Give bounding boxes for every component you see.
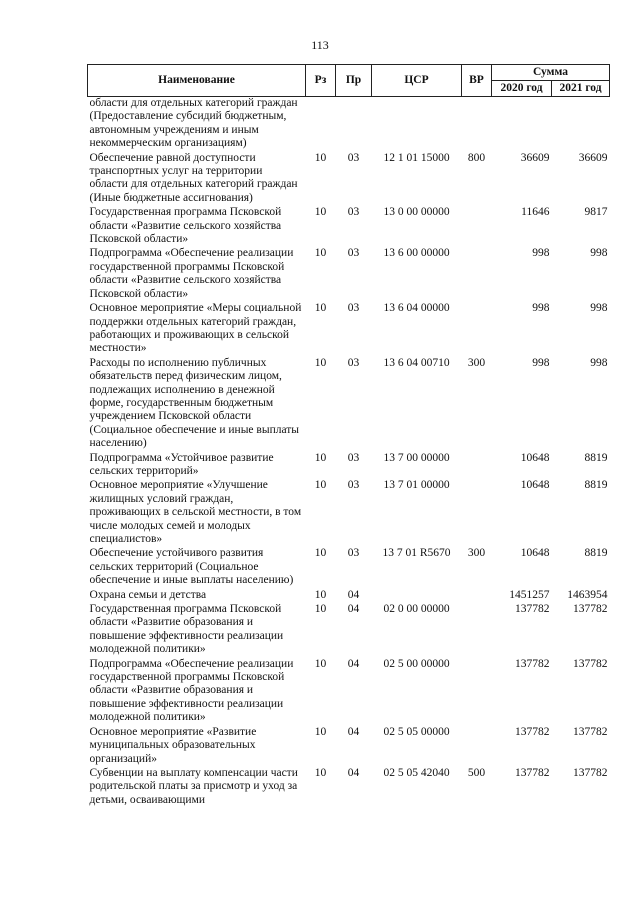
cell-csr: 13 6 00 00000 [383, 247, 450, 260]
cell-pr: 03 [347, 151, 360, 164]
table-row [88, 766, 610, 807]
cell-rz: 10 [314, 603, 327, 616]
cell-name: Охрана семьи и детства [89, 588, 207, 601]
cell-sum-2020: 137782 [515, 725, 550, 738]
header-rz: Рз [306, 65, 336, 97]
header-year-2021: 2021 год [552, 81, 610, 97]
cell-sum-2021: 137782 [573, 657, 608, 670]
header-year-2020: 2020 год [492, 81, 552, 97]
cell-rz: 10 [314, 725, 327, 738]
cell-name: Подпрограмма «Устойчивое развитие сельских территорий» [89, 451, 274, 477]
cell-name: Обеспечение равной доступности транспортных услуг на территории области для отдельных категорий граждан (Иные бюджетные ассигнования) [89, 151, 298, 204]
cell-pr: 04 [347, 588, 360, 601]
cell-vr: 300 [467, 547, 486, 560]
cell-sum-2020: 36609 [520, 151, 550, 164]
cell-sum-2020: 998 [532, 356, 550, 369]
cell-csr: 12 1 01 15000 [383, 151, 450, 164]
cell-sum-2021: 8819 [584, 547, 608, 560]
cell-sum-2020: 137782 [515, 766, 550, 779]
table-body [88, 97, 610, 808]
cell-rz [306, 97, 336, 151]
cell-sum-2020: 10648 [520, 547, 550, 560]
cell-sum-2021: 8819 [584, 479, 608, 492]
cell-rz: 10 [314, 206, 327, 219]
cell-sum-2021: 8819 [584, 451, 608, 464]
cell-csr: 13 7 00 00000 [383, 451, 450, 464]
cell-vr [462, 657, 492, 725]
cell-name: Основное мероприятие «Меры социальной поддержки отдельных категорий граждан, работающих и проживающих в сельской местности» [89, 302, 302, 355]
cell-vr [462, 246, 492, 301]
cell-vr [462, 205, 492, 246]
table-row [88, 246, 610, 301]
header-vr: ВР [462, 65, 492, 97]
cell-name: Государственная программа Псковской области «Развитие сельского хозяйства Псковской области» [89, 206, 282, 246]
cell-rz: 10 [314, 451, 327, 464]
header-pr: Пр [336, 65, 372, 97]
header-csr: ЦСР [372, 65, 462, 97]
table-row [88, 205, 610, 246]
cell-csr: 13 6 04 00710 [383, 356, 450, 369]
cell-vr [462, 478, 492, 546]
cell-rz: 10 [314, 588, 327, 601]
header-name: Наименование [88, 65, 306, 97]
cell-name: Основное мероприятие «Развитие муниципальных образовательных организаций» [89, 725, 257, 765]
table-row [88, 478, 610, 546]
cell-name: Субвенции на выплату компенсации части родительской платы за присмотр и уход за детьми, осваивающими [89, 766, 298, 806]
budget-table [87, 64, 610, 807]
table-row [88, 588, 610, 602]
cell-sum-2020: 137782 [515, 603, 550, 616]
cell-name: области для отдельных категорий граждан (Предоставление субсидий бюджетным, автономным учреждениям и иным некоммерческим организациям) [89, 97, 298, 150]
cell-sum-2021: 137782 [573, 725, 608, 738]
cell-csr: 02 5 05 00000 [383, 725, 450, 738]
cell-pr: 03 [347, 547, 360, 560]
cell-pr: 03 [347, 356, 360, 369]
cell-sum-2020: 10648 [520, 479, 550, 492]
cell-rz: 10 [314, 657, 327, 670]
cell-sum-2021: 137782 [573, 766, 608, 779]
cell-pr: 04 [347, 657, 360, 670]
cell-sum-2021: 1463954 [567, 588, 608, 601]
table-row [88, 301, 610, 356]
cell-pr: 03 [347, 479, 360, 492]
cell-vr: 800 [467, 151, 486, 164]
header-sum: Сумма [492, 65, 610, 81]
cell-csr: 13 7 01 00000 [383, 479, 450, 492]
table-row [88, 97, 610, 151]
cell-name: Расходы по исполнению публичных обязательств перед физическим лицом, подлежащих исполнению в денежной форме, государственным бюджетным учреждением Псковской области (Социальное обеспечение и иные выплаты населению) [89, 356, 300, 450]
cell-rz: 10 [314, 302, 327, 315]
table-row [88, 602, 610, 657]
cell-rz: 10 [314, 356, 327, 369]
cell-sum-2021: 998 [590, 302, 608, 315]
cell-sum-2020: 998 [532, 247, 550, 260]
cell-csr [372, 97, 462, 151]
table-row [88, 356, 610, 451]
cell-vr [462, 725, 492, 766]
table-row [88, 451, 610, 479]
cell-name: Подпрограмма «Обеспечение реализации государственной программы Псковской области «Развитие сельского хозяйства Псковской области» [89, 247, 294, 300]
cell-name: Основное мероприятие «Улучшение жилищных условий граждан, проживающих в сельской местности, в том числе молодых семей и молодых специалистов» [89, 479, 302, 545]
cell-pr: 04 [347, 725, 360, 738]
cell-csr: 02 0 00 00000 [383, 603, 450, 616]
cell-rz: 10 [314, 766, 327, 779]
cell-sum-2021: 998 [590, 356, 608, 369]
cell-sum-2020: 11646 [521, 206, 550, 219]
cell-sum-2020: 10648 [520, 451, 550, 464]
cell-sum-2020: 998 [532, 302, 550, 315]
cell-vr [462, 588, 492, 602]
cell-vr [462, 97, 492, 151]
cell-pr: 03 [347, 247, 360, 260]
cell-csr: 13 6 04 00000 [383, 302, 450, 315]
cell-pr: 04 [347, 766, 360, 779]
cell-pr: 03 [347, 451, 360, 464]
cell-sum-2021: 9817 [584, 206, 608, 219]
cell-sum-2021: 36609 [578, 151, 608, 164]
cell-rz: 10 [314, 479, 327, 492]
table-header [88, 65, 610, 97]
table-row [88, 546, 610, 587]
cell-vr [462, 602, 492, 657]
cell-name: Обеспечение устойчивого развития сельских территорий (Социальное обеспечение и иные выплаты населению) [89, 547, 294, 587]
cell-sum-2020: 1451257 [509, 588, 550, 601]
table-row [88, 151, 610, 206]
cell-pr: 04 [347, 603, 360, 616]
page-number: 113 [311, 38, 329, 52]
cell-vr [462, 451, 492, 479]
cell-rz: 10 [314, 151, 327, 164]
cell-sum-2020 [492, 97, 552, 151]
cell-name: Государственная программа Псковской области «Развитие образования и повышение эффективности реализации молодежной политики» [89, 603, 284, 656]
cell-csr: 13 7 01 R5670 [382, 547, 451, 560]
cell-rz: 10 [314, 547, 327, 560]
cell-sum-2021 [552, 97, 610, 151]
cell-pr: 03 [347, 206, 360, 219]
table-row [88, 725, 610, 766]
cell-csr: 02 5 00 00000 [383, 657, 450, 670]
cell-pr: 03 [347, 302, 360, 315]
cell-sum-2021: 137782 [573, 603, 608, 616]
table-row [88, 657, 610, 725]
cell-csr [372, 588, 462, 602]
cell-sum-2020: 137782 [515, 657, 550, 670]
cell-vr [462, 301, 492, 356]
cell-sum-2021: 998 [590, 247, 608, 260]
cell-pr [336, 97, 372, 151]
cell-csr: 13 0 00 00000 [383, 206, 450, 219]
cell-name: Подпрограмма «Обеспечение реализации государственной программы Псковской области «Развитие образования и повышение эффективности реализации молодежной политики» [89, 657, 294, 724]
cell-csr: 02 5 05 42040 [383, 766, 450, 779]
cell-vr: 500 [467, 766, 486, 779]
cell-rz: 10 [314, 247, 327, 260]
cell-vr: 300 [467, 356, 486, 369]
